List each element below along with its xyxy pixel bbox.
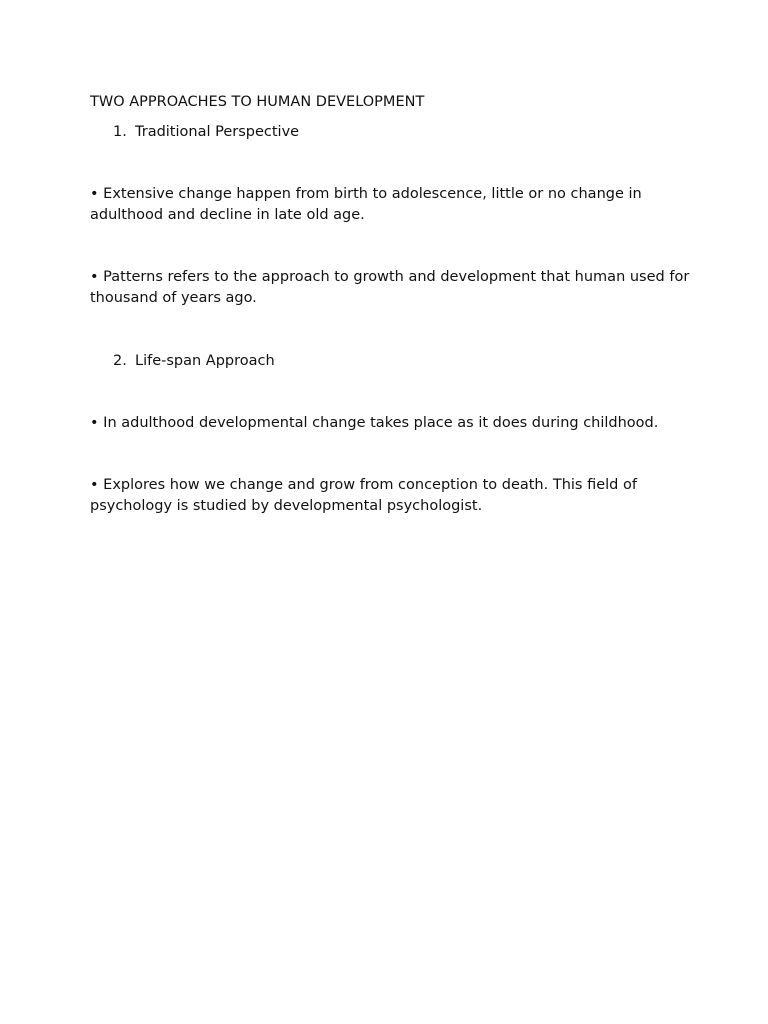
section-heading-label: Life-span Approach <box>135 353 275 369</box>
document-page <box>90 90 690 517</box>
bullet-paragraph: • Patterns refers to the approach to growth and development that human used for thousand of years ago. <box>90 269 690 306</box>
section-number: 1. <box>113 124 127 140</box>
section-heading-lifespan <box>90 351 690 372</box>
document-title: TWO APPROACHES TO HUMAN DEVELOPMENT <box>90 94 425 110</box>
section-heading-label: Traditional Perspective <box>135 124 300 140</box>
bullet-paragraph: • Explores how we change and grow from conception to death. This field of psychology is studied by developmental psychologist. <box>90 477 637 514</box>
bullet-paragraph: • In adulthood developmental change takes place as it does during childhood. <box>90 415 659 431</box>
bullet-paragraph: • Extensive change happen from birth to adolescence, little or no change in adulthood and decline in late old age. <box>90 186 642 223</box>
section-number: 2. <box>113 353 127 369</box>
section-heading-traditional <box>90 122 690 143</box>
